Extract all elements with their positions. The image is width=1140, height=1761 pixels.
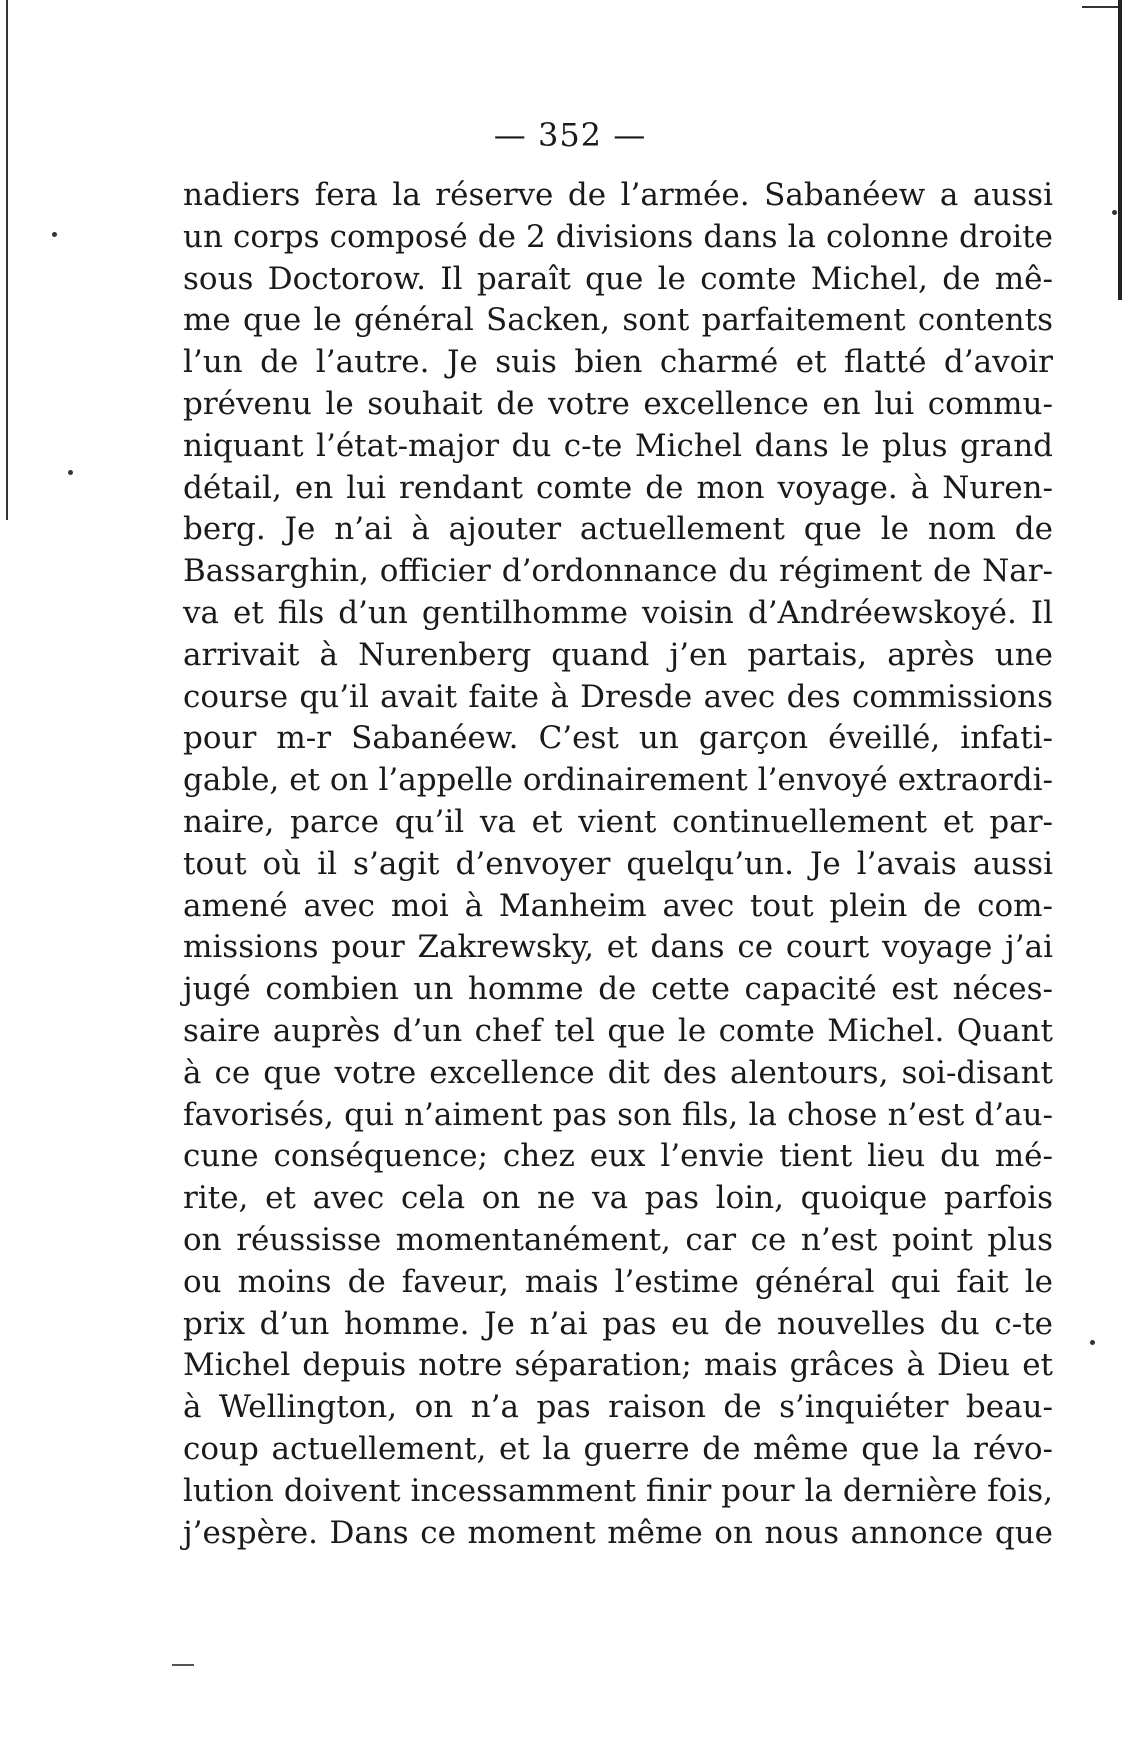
text-line: berg. Je n’ai à ajouter actuellement que le nom de bbox=[183, 511, 1053, 548]
text-line: Bassarghin, officier d’ordonnance du régiment de Nar- bbox=[183, 553, 1053, 590]
text-line: j’espère. Dans ce moment même on nous annonce que bbox=[183, 1514, 1053, 1551]
page-number: — 352 — bbox=[493, 116, 647, 154]
text-line: à Wellington, on n’a pas raison de s’inquiéter beau- bbox=[183, 1389, 1053, 1426]
text-line: nadiers fera la réserve de l’armée. Sabanéew a aussi bbox=[183, 177, 1053, 213]
body-text bbox=[183, 175, 1053, 1554]
text-line: missions pour Zakrewsky, et dans ce court voyage j’ai bbox=[183, 929, 1053, 966]
text-line: Michel depuis notre séparation; mais grâces à Dieu et bbox=[183, 1347, 1053, 1384]
text-line: va et fils d’un gentilhomme voisin d’Andréewskoyé. Il bbox=[183, 594, 1053, 631]
text-line: l’un de l’autre. Je suis bien charmé et flatté d’avoir bbox=[183, 344, 1053, 381]
text-line: détail, en lui rendant comte de mon voyage. à Nuren- bbox=[183, 469, 1053, 506]
text-line: gable, et on l’appelle ordinairement l’envoyé extraordi- bbox=[183, 762, 1053, 799]
text-line: coup actuellement, et la guerre de même que la révo- bbox=[183, 1430, 1053, 1467]
text-line: à ce que votre excellence dit des alentours, soi-disant bbox=[183, 1054, 1053, 1091]
text-line: saire auprès d’un chef tel que le comte Michel. Quant bbox=[183, 1012, 1053, 1049]
scan-edge-rule bbox=[1082, 6, 1122, 8]
text-line: un corps composé de 2 divisions dans la colonne droite bbox=[183, 218, 1053, 255]
text-line: amené avec moi à Manheim avec tout plein de com- bbox=[183, 887, 1053, 924]
text-line: ou moins de faveur, mais l’estime général qui fait le bbox=[183, 1263, 1053, 1300]
text-line: cune conséquence; chez eux l’envie tient lieu du mé- bbox=[183, 1138, 1053, 1175]
text-line: favorisés, qui n’aiment pas son fils, la chose n’est d’au- bbox=[183, 1096, 1053, 1133]
text-line: naire, parce qu’il va et vient continuellement et par- bbox=[183, 803, 1053, 840]
scan-speck bbox=[1090, 1340, 1095, 1345]
text-line: prévenu le souhait de votre excellence en lui commu- bbox=[183, 385, 1053, 422]
scan-speck bbox=[52, 232, 57, 237]
text-line: me que le général Sacken, sont parfaitement contents bbox=[183, 302, 1053, 339]
text-line: pour m-r Sabanéew. C’est un garçon éveillé, infati- bbox=[183, 720, 1053, 757]
text-line: tout où il s’agit d’envoyer quelqu’un. Je l’avais aussi bbox=[183, 845, 1053, 882]
text-line: niquant l’état-major du c-te Michel dans le plus grand bbox=[183, 427, 1053, 464]
text-line: prix d’un homme. Je n’ai pas eu de nouvelles du c-te bbox=[183, 1305, 1053, 1342]
text-line: jugé combien un homme de cette capacité est néces- bbox=[183, 971, 1053, 1008]
text-line: rite, et avec cela on ne va pas loin, quoique parfois bbox=[183, 1180, 1053, 1217]
scan-speck bbox=[68, 470, 73, 475]
scan-speck bbox=[1112, 210, 1117, 215]
text-line: on réussisse momentanément, car ce n’est point plus bbox=[183, 1221, 1053, 1258]
text-line: lution doivent incessamment finir pour la dernière fois, bbox=[183, 1472, 1053, 1509]
scan-dash-mark bbox=[172, 1664, 194, 1666]
scan-edge-left bbox=[6, 0, 8, 520]
text-line: sous Doctorow. Il paraît que le comte Michel, de mê- bbox=[183, 260, 1053, 297]
text-line: arrivait à Nurenberg quand j’en partais, après une bbox=[183, 636, 1053, 673]
text-line: course qu’il avait faite à Dresde avec des commissions bbox=[183, 678, 1053, 715]
